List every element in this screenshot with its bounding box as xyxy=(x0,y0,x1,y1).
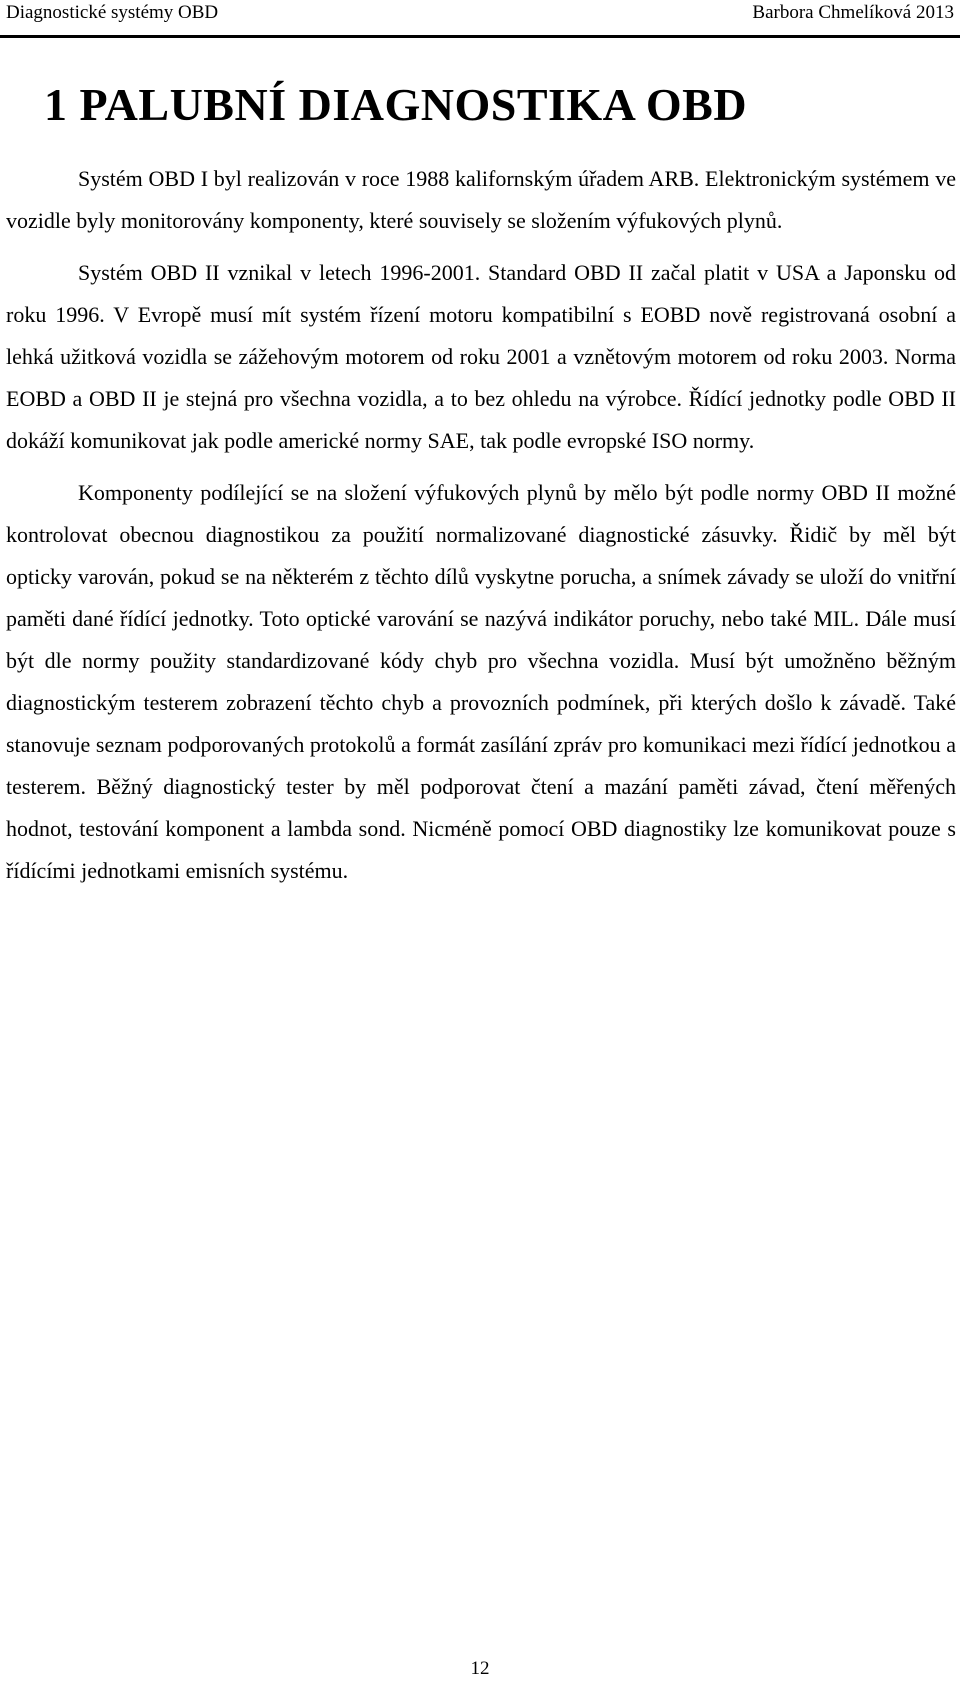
chapter-title: 1 PALUBNÍ DIAGNOSTIKA OBD xyxy=(44,79,748,130)
paragraph-3: Komponenty podílející se na složení výfukových plynů by mělo být podle normy OBD II možné kontrolovat obecnou diagnostikou za použití normalizované diagnostické zásuvky. Řidič by měl být opticky varován, pokud se na některém z těchto dílů vyskytne porucha, a snímek závady se uloží do vnitřní paměti dané řídící jednotky. Toto optické varování se nazývá indikátor poruchy, nebo také MIL. Dále musí být dle normy použity standardizované kódy chyb pro všechna vozidla. Musí být umožněno běžným diagnostickým testerem zobrazení těchto chyb a provozních podmínek, při kterých došlo k závadě. Také stanovuje seznam podporovaných protokolů a formát zasílání zpráv pro komunikaci mezi řídící jednotkou a testerem. Běžný diagnostický tester by měl podporovat čtení a mazání paměti závad, čtení měřených hodnot, testování komponent a lambda sond. Nicméně pomocí OBD diagnostiky lze komunikovat pouze s řídícími jednotkami emisních systému. xyxy=(6,480,956,883)
paragraph-1: Systém OBD I byl realizován v roce 1988 kalifornským úřadem ARB. Elektronickým systémem ve vozidle byly monitorovány komponenty, které souvisely se složením výfukových plynů. xyxy=(6,166,956,233)
page-header xyxy=(0,0,960,38)
header-left-text: Diagnostické systémy OBD xyxy=(6,2,219,23)
page-number: 12 xyxy=(470,1658,490,1679)
body-text xyxy=(6,158,956,892)
header-right-text: Barbora Chmelíková 2013 xyxy=(752,2,954,23)
paragraph-2: Systém OBD II vznikal v letech 1996-2001. Standard OBD II začal platit v USA a Japonsku od roku 1996. V Evropě musí mít systém řízení motoru kompatibilní s EOBD nově registrovaná osobní a lehká užitková vozidla se zážehovým motorem od roku 2001 a vznětovým motorem od roku 2003. Norma EOBD a OBD II je stejná pro všechna vozidla, a to bez ohledu na výrobce. Řídící jednotky podle OBD II dokáží komunikovat jak podle americké normy SAE, tak podle evropské ISO normy. xyxy=(6,260,956,453)
